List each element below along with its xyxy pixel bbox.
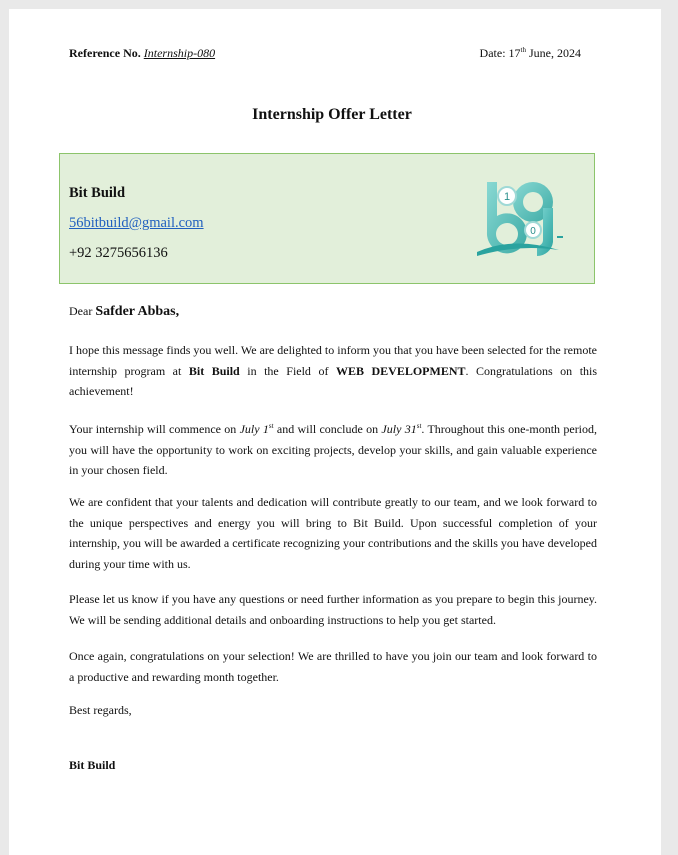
start-date-suffix: st bbox=[268, 422, 274, 430]
paragraph-confidence: We are confident that your talents and dedication will contribute greatly to our team, and we look forward to the unique perspectives and energy you will bring to Bit Build. Upon successful completion of your internship, you will be awarded a certificate recognizing your contributions and the skills you have developed during your time with us. bbox=[69, 495, 597, 571]
signature: Bit Build bbox=[69, 758, 116, 772]
para1-text-c: . Congratulations on this achievement! bbox=[69, 363, 598, 398]
paragraph-questions: Please let us know if you have any questions or need further information as you prepare to begin this journey. We will be sending additional details and onboarding instructions to help you get started. bbox=[69, 592, 597, 627]
para2-text-a: Your internship will commence on bbox=[69, 422, 237, 436]
end-date: July 31 bbox=[381, 422, 417, 436]
para2-text-c: . Throughout this one-month period, you will have the opportunity to work on exciting projects, develop your skills, and gain valuable experience in your chosen field. bbox=[69, 422, 598, 477]
company-info-box bbox=[59, 153, 595, 284]
logo-digit-zero: 0 bbox=[530, 226, 536, 237]
bitbuild-logo-icon bbox=[473, 172, 565, 264]
page-title: Internship Offer Letter bbox=[252, 106, 412, 123]
date-rest: June, 2024 bbox=[529, 46, 581, 60]
paragraph-dates bbox=[69, 416, 597, 481]
salutation-prefix: Dear bbox=[69, 304, 93, 318]
company-name: Bit Build bbox=[69, 185, 126, 201]
logo-digit-one: 1 bbox=[503, 191, 511, 203]
para1-company: Bit Build bbox=[188, 363, 240, 378]
letter-page bbox=[9, 9, 661, 855]
salutation bbox=[69, 304, 179, 320]
company-phone: +92 3275656136 bbox=[69, 245, 168, 261]
reference-value: Internship-080 bbox=[143, 46, 216, 60]
para2-text-b: and will conclude on bbox=[276, 422, 379, 436]
paragraph-intro bbox=[69, 340, 597, 402]
closing-regards: Best regards, bbox=[69, 703, 132, 717]
date-day: 17 bbox=[508, 46, 521, 60]
start-date: July 1 bbox=[239, 422, 269, 436]
reference-label: Reference No. bbox=[69, 46, 141, 60]
company-email-link[interactable]: 56bitbuild@gmail.com bbox=[69, 215, 204, 231]
para1-text-b: in the Field of bbox=[247, 363, 329, 378]
end-date-suffix: st bbox=[416, 422, 422, 430]
para1-field: WEB DEVELOPMENT bbox=[335, 363, 466, 378]
paragraph-congratulations: Once again, congratulations on your selection! We are thrilled to have you join our team and look forward to a productive and rewarding month together. bbox=[69, 649, 597, 684]
letter-date bbox=[480, 46, 581, 61]
date-suffix: th bbox=[520, 46, 526, 54]
reference-number bbox=[69, 46, 215, 61]
para1-text-a: I hope this message finds you well. We are delighted to inform you that you have been selected for the remote internship program at bbox=[69, 343, 597, 378]
recipient-name: Safder Abbas, bbox=[95, 304, 180, 319]
date-label: Date: bbox=[479, 46, 506, 60]
